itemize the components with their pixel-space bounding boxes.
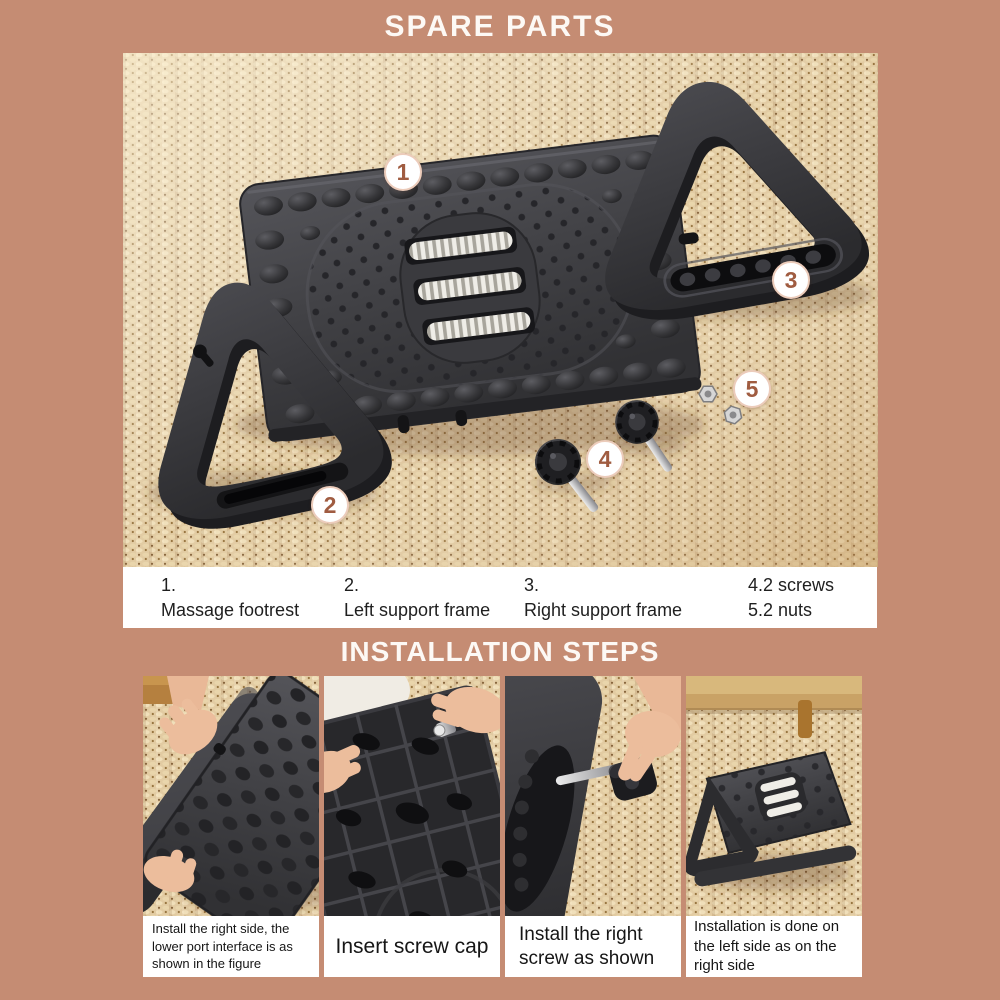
part-name: Massage footrest [161, 600, 300, 620]
step-2-caption: Insert screw cap [324, 916, 500, 977]
part-name: Left support frame [344, 600, 491, 620]
step-3-caption: Install the right screw as shown [505, 916, 681, 977]
installation-title: INSTALLATION STEPS [340, 636, 660, 667]
step-4-photo [686, 676, 862, 916]
installation-step-4 [686, 676, 862, 977]
part-number: 1. [161, 575, 177, 595]
part-number: 3. [524, 575, 540, 595]
part-1-badge: 1 [384, 153, 422, 191]
part-3-badge: 3 [772, 261, 810, 299]
part-5-badge: 5 [733, 370, 771, 408]
installation-step-3 [505, 676, 681, 977]
part-4-badge: 4 [586, 440, 624, 478]
part-name: Right support frame [524, 600, 683, 620]
part-item-4-5 [748, 573, 834, 623]
part-item-3 [524, 573, 682, 623]
parts-list [123, 567, 877, 628]
massage-rollers [404, 225, 536, 347]
installation-step-1 [143, 676, 319, 977]
spare-parts-photo [123, 53, 878, 567]
installation-step-2 [324, 676, 500, 977]
spare-parts-banner [0, 0, 1000, 53]
spare-parts-title: SPARE PARTS [384, 9, 616, 43]
part-item-2 [344, 573, 490, 623]
part-item-1 [161, 573, 299, 623]
step-2-photo [324, 676, 500, 916]
part-screws-label: 4.2 screws [748, 575, 835, 595]
step-1-caption: Install the right side, the lower port interface is as shown in the figure [143, 916, 319, 977]
step-3-photo [505, 676, 681, 916]
part-nuts-label: 5.2 nuts [748, 600, 813, 620]
installation-banner [0, 628, 1000, 676]
part-2-badge: 2 [311, 486, 349, 524]
step-4-caption: Installation is done on the left side as on the right side [686, 916, 862, 977]
parts-photo-illustration [123, 53, 878, 567]
part-number: 2. [344, 575, 360, 595]
step-1-photo [143, 676, 319, 916]
sofa-leg [798, 700, 812, 738]
nut-1 [699, 386, 717, 402]
